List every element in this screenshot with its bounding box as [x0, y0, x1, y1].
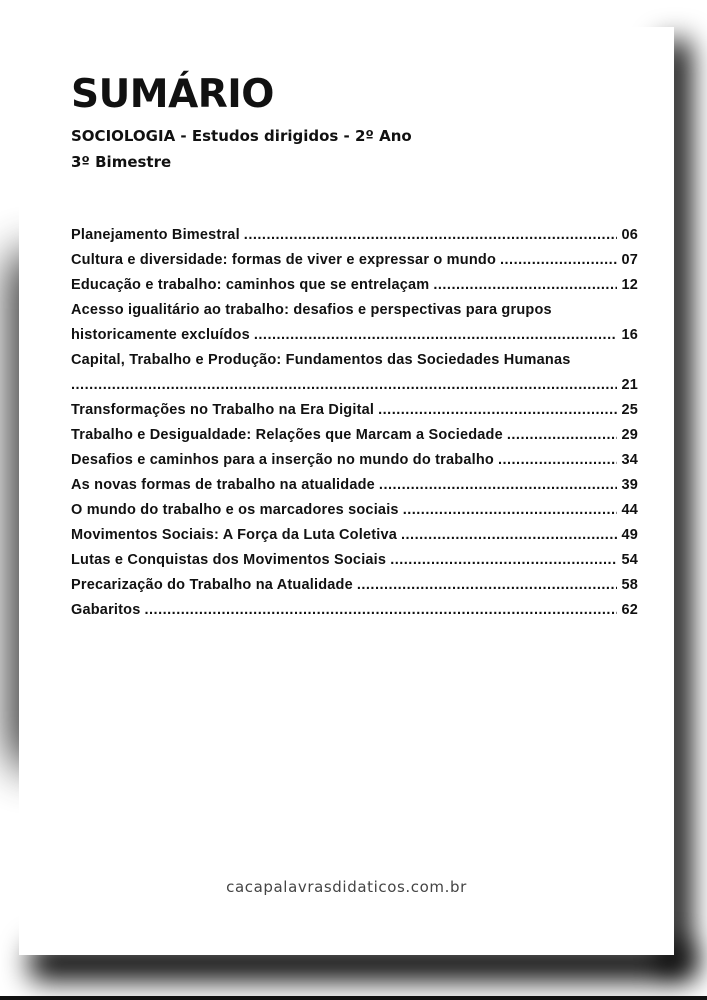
toc-entry-title: Lutas e Conquistas dos Movimentos Sociais: [71, 552, 387, 568]
toc-dot-leader: [433, 277, 617, 293]
toc-dot-leader: [378, 402, 617, 418]
toc-entry-title: As novas formas de trabalho na atualidade: [71, 477, 375, 493]
toc-entry-page: 54: [621, 552, 638, 568]
toc-entry-title: Educação e trabalho: caminhos que se entrelaçam: [71, 277, 430, 293]
toc-entry-title-line1: Capital, Trabalho e Produção: Fundamentos das Sociedades Humanas: [71, 352, 571, 368]
toc-entry: [71, 602, 638, 627]
toc-dot-leader: [500, 252, 617, 268]
toc-entry-page: 06: [621, 227, 638, 243]
toc-entry: [71, 277, 638, 302]
toc-entry-title: Trabalho e Desigualdade: Relações que Marcam a Sociedade: [71, 427, 503, 443]
toc-entry-page: 49: [621, 527, 638, 543]
toc-entry: [71, 527, 638, 552]
toc-entry-title: Planejamento Bimestral: [71, 227, 240, 243]
toc-entry-title: Gabaritos: [71, 602, 141, 618]
toc-entry: [71, 352, 638, 402]
toc-entry-page: 44: [621, 502, 638, 518]
toc-entry: [71, 402, 638, 427]
toc-entry-title: Transformações no Trabalho na Era Digital: [71, 402, 375, 418]
toc-dot-leader: [390, 552, 617, 568]
toc-entry: [71, 427, 638, 452]
toc-entry-title: Movimentos Sociais: A Força da Luta Coletiva: [71, 527, 397, 543]
toc-entry-page: 62: [621, 602, 638, 618]
toc-entry: [71, 577, 638, 602]
toc-entry-title: Precarização do Trabalho na Atualidade: [71, 577, 353, 593]
toc-dot-leader: [507, 427, 618, 443]
toc-entry: [71, 477, 638, 502]
toc-entry: [71, 252, 638, 277]
toc-entry-page: 21: [621, 377, 638, 393]
toc-entry: [71, 227, 638, 252]
toc-dot-leader: [145, 602, 618, 618]
toc-entry-page: 58: [621, 577, 638, 593]
toc-dot-leader: [357, 577, 618, 593]
toc-entry-page: 25: [621, 402, 638, 418]
page-title: SUMÁRIO: [71, 72, 274, 117]
toc-dot-leader: [71, 377, 617, 393]
toc-entry-title: Desafios e caminhos para a inserção no mundo do trabalho: [71, 452, 494, 468]
toc-entry-title: O mundo do trabalho e os marcadores sociais: [71, 502, 399, 518]
toc-dot-leader: [244, 227, 618, 243]
toc-dot-leader: [254, 327, 618, 343]
toc-entry-page: 16: [621, 327, 638, 343]
toc-dot-leader: [379, 477, 618, 493]
toc-entry-page: 12: [621, 277, 638, 293]
toc-dot-leader: [403, 502, 618, 518]
toc-entry: [71, 552, 638, 577]
toc-entry-page: 34: [621, 452, 638, 468]
toc-entry-title: historicamente excluídos: [71, 327, 250, 343]
toc-entry-page: 07: [621, 252, 638, 268]
subject-subtitle: SOCIOLOGIA - Estudos dirigidos - 2º Ano: [71, 127, 412, 145]
website-footer: cacapalavrasdidaticos.com.br: [226, 878, 467, 896]
term-subtitle: 3º Bimestre: [71, 153, 172, 171]
toc-entry-title: Cultura e diversidade: formas de viver e expressar o mundo: [71, 252, 496, 268]
toc-dot-leader: [498, 452, 618, 468]
bottom-border: [0, 996, 707, 1000]
toc-entry: [71, 502, 638, 527]
toc-entry-page: 29: [621, 427, 638, 443]
document-page: [19, 27, 674, 955]
toc-entry: [71, 452, 638, 477]
toc-entry: [71, 302, 638, 352]
toc-dot-leader: [401, 527, 617, 543]
toc-entry-page: 39: [621, 477, 638, 493]
toc-entry-title-line1: Acesso igualitário ao trabalho: desafios e perspectivas para grupos: [71, 302, 552, 318]
table-of-contents: [71, 227, 638, 627]
